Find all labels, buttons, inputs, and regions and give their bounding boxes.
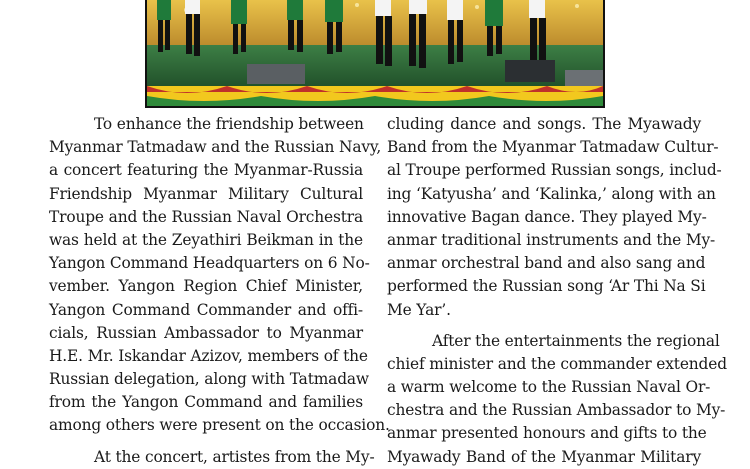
text-line: Russian delegation, along with Tatmadaw: [49, 370, 369, 389]
text-line: ing ‘Katyusha’ and ‘Kalinka,’ along with an: [387, 184, 716, 203]
text-line: anmar orchestral band and also sang and: [387, 254, 706, 273]
text-line: a concert featuring the Myanmar-Russia: [49, 161, 363, 180]
text-line: anmar presented honours and gifts to the: [387, 424, 707, 443]
paragraph-gap: [387, 322, 701, 330]
text-line: performed the Russian song ‘Ar Thi Na Si: [387, 277, 706, 296]
paragraph-gap: [49, 438, 363, 446]
text-line: Myawady Band of the Myanmar Military: [387, 447, 701, 466]
text-line: cials, Russian Ambassador to Myanmar: [49, 323, 363, 342]
stage-monitor: [247, 64, 305, 84]
text-line: was held at the Zeyathiri Beikman in the: [49, 230, 363, 249]
article-column-left: [49, 113, 390, 469]
text-line: anmar traditional instruments and the My-: [387, 230, 716, 249]
paragraph: [387, 113, 722, 322]
text-line: Friendship Myanmar Military Cultural: [49, 184, 363, 203]
text-line: among others were present on the occasion.: [49, 416, 390, 435]
text-line: from the Yangon Command and families: [49, 393, 363, 412]
text-line: cluding dance and songs. The Myawady: [387, 115, 701, 133]
text-line: al Troupe performed Russian songs, includ-: [387, 161, 722, 180]
text-line: Me Yar’.: [387, 300, 451, 319]
text-line: chief minister and the commander extended: [387, 354, 727, 373]
paragraph: [387, 330, 727, 469]
text-line: innovative Bagan dance. They played My-: [387, 207, 707, 226]
stage-monitor: [565, 70, 603, 88]
paragraph: [49, 113, 390, 438]
text-line: Band from the Myanmar Tatmadaw Cultur-: [387, 138, 719, 157]
paragraph: [49, 446, 375, 469]
text-line: H.E. Mr. Iskandar Azizov, members of the: [49, 346, 368, 365]
stage-front-banner: [147, 86, 603, 106]
text-line: At the concert, artistes from the My-: [94, 447, 375, 466]
article-column-right: [387, 113, 727, 469]
text-line: After the entertainments the regional: [432, 331, 720, 350]
article-photo: [145, 0, 605, 108]
text-line: vember. Yangon Region Chief Minister,: [49, 277, 363, 296]
text-line: Myanmar Tatmadaw and the Russian Navy,: [49, 138, 382, 157]
text-line: a warm welcome to the Russian Naval Or-: [387, 378, 711, 397]
stage-photo-illustration: [147, 0, 603, 106]
text-line: To enhance the friendship between: [94, 115, 364, 133]
text-line: Yangon Command Commander and offi-: [49, 300, 363, 319]
text-line: Yangon Command Headquarters on 6 No-: [49, 254, 370, 273]
text-line: chestra and the Russian Ambassador to My-: [387, 401, 726, 420]
stage-monitor: [505, 60, 555, 82]
text-line: Troupe and the Russian Naval Orchestra: [49, 207, 363, 226]
